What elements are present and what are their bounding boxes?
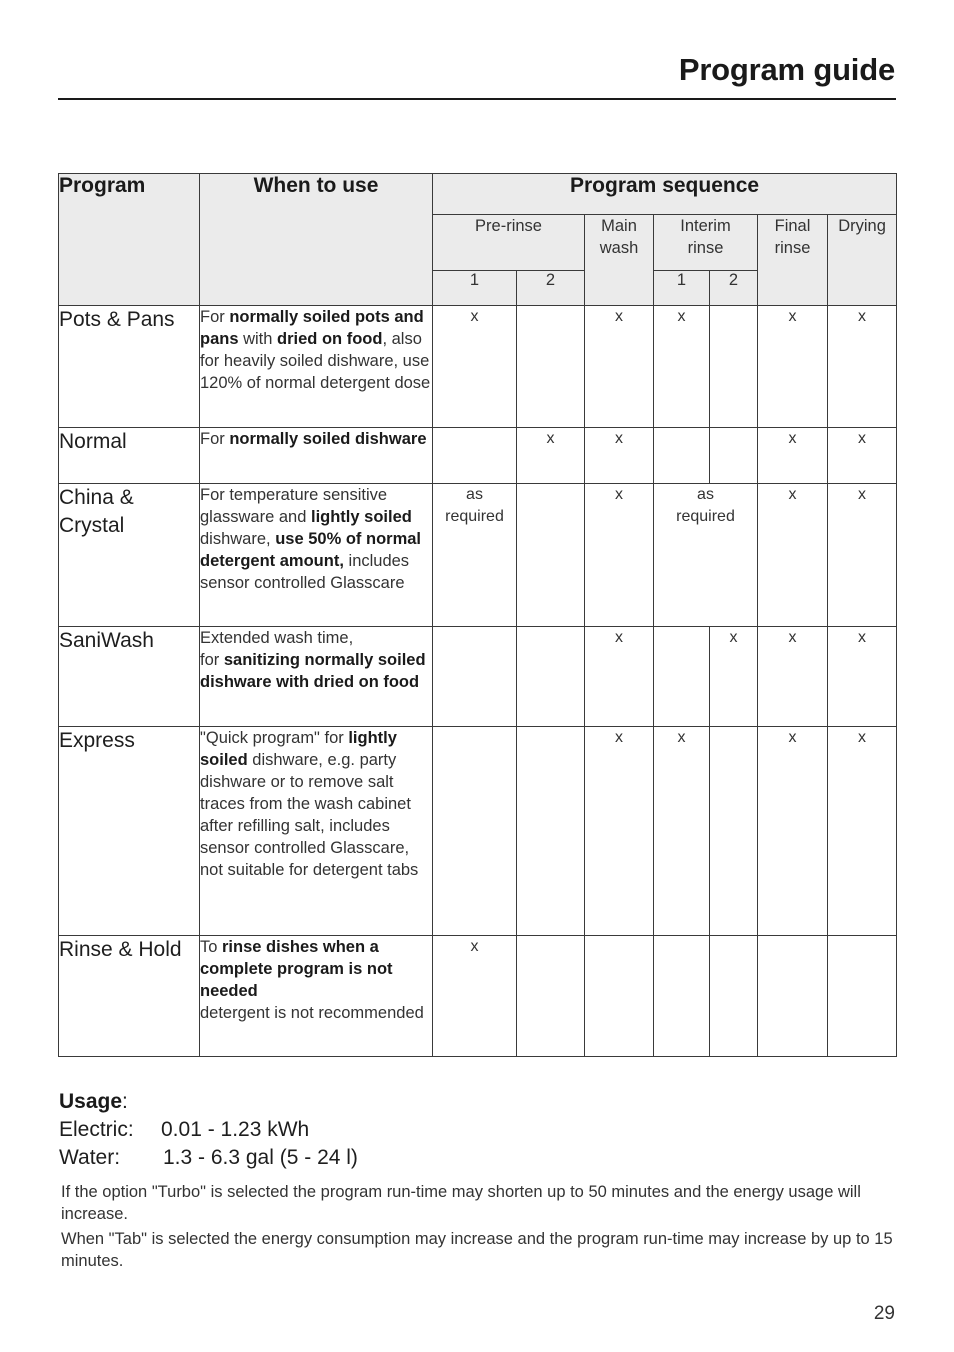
program-name: Rinse & Hold [59,936,200,1057]
pre-rinse-1-mark [433,727,517,936]
main-wash-mark [585,936,654,1057]
pre-rinse-1-mark [433,428,517,484]
header-pre-rinse-2: 2 [517,271,585,306]
page-title: Program guide [678,52,895,87]
table-row [59,936,897,1057]
page-number: 29 [873,1303,895,1324]
when-text: To [200,938,223,956]
note-turbo: If the option "Turbo" is selected the program run-time may shorten up to 50 minutes and the energy usage will increase. [61,1183,861,1223]
interim-rinse-2-mark [710,727,758,936]
main-wash-mark: x [585,428,654,484]
drying-mark: x [828,727,897,936]
interim-rinse-1-mark [654,936,710,1057]
usage-colon: : [122,1090,128,1113]
pre-rinse-1-mark: x [433,306,517,428]
header-pre-rinse-1: 1 [433,271,517,306]
drying-mark [828,936,897,1057]
final-rinse-mark: x [758,428,828,484]
pre-rinse-1-mark: x [433,936,517,1057]
program-name: Pots & Pans [59,306,200,428]
pre-rinse-2-mark [517,936,585,1057]
program-name: Express [59,727,200,936]
when-text: includes sensor controlled Glasscare [200,552,410,592]
table-row [59,484,897,627]
electric-label: Electric: [59,1118,134,1141]
table-row [59,727,897,936]
program-guide-table [58,173,897,1057]
pre-rinse-1-mark [433,627,517,727]
when-to-use [200,306,433,428]
header-drying: Drying [828,215,897,306]
main-wash-mark: x [585,727,654,936]
table-body [59,306,897,1057]
when-to-use [200,428,433,484]
when-text: For [200,430,230,448]
table-row [59,306,897,428]
usage-label: Usage [59,1090,123,1113]
drying-mark: x [828,627,897,727]
when-text: Extended wash time, for [200,629,354,669]
final-rinse-mark: x [758,484,828,627]
when-text: dishware, e.g. party dishware or to remove salt traces from the wash cabinet after refilling salt, includes sensor controlled Glasscare, not suitable for detergent tabs [200,751,419,879]
when-emphasis: sanitizing normally soiled dishware with dried on food [200,651,426,691]
note-tab: When "Tab" is selected the energy consumption may increase and the program run-time may increase by up to 15 minutes. [61,1230,893,1270]
interim-rinse-1-mark [654,428,710,484]
main-wash-mark: x [585,627,654,727]
notes [61,1181,901,1275]
water-label: Water: [59,1146,121,1169]
when-emphasis: use 50% of normal detergent amount, [200,530,421,570]
water-value: 1.3 - 6.3 gal (5 - 24 l) [163,1146,358,1169]
main-wash-mark: x [585,306,654,428]
pre-rinse-2-mark [517,627,585,727]
when-text: dishware, [200,530,276,548]
header-pre-rinse: Pre-rinse [433,215,585,271]
when-to-use [200,627,433,727]
drying-mark: x [828,484,897,627]
final-rinse-mark: x [758,306,828,428]
final-rinse-mark [758,936,828,1057]
header-program-sequence: Program sequence [433,174,897,215]
pre-rinse-2-mark [517,306,585,428]
final-rinse-mark: x [758,627,828,727]
header-interim-rinse: Interim rinse [654,215,758,271]
when-emphasis: rinse dishes when a complete program is not needed [200,938,393,1000]
when-emphasis: normally soiled pots and pans [200,308,424,348]
interim-rinse-2-mark [710,936,758,1057]
table-row [59,428,897,484]
pre-rinse-1-mark: as required [433,484,517,627]
drying-mark: x [828,428,897,484]
pre-rinse-2-mark: x [517,428,585,484]
when-text: For [200,308,230,326]
program-name: SaniWash [59,627,200,727]
electric-value: 0.01 - 1.23 kWh [161,1118,310,1141]
table-row [59,627,897,727]
interim-rinse-2-mark [710,306,758,428]
header-final-rinse: Final rinse [758,215,828,306]
header-program: Program [59,174,200,306]
header-interim-rinse-2: 2 [710,271,758,306]
interim-rinse-2-mark: x [710,627,758,727]
when-text: For temperature sensitive glassware and [200,486,388,526]
main-wash-mark: x [585,484,654,627]
when-to-use [200,484,433,627]
interim-rinse-1-mark: x [654,727,710,936]
when-text: , also for heavily soiled dishware, use 120% of normal detergent dose [200,330,431,392]
interim-rinse-mark: as required [654,484,758,627]
interim-rinse-1-mark: x [654,306,710,428]
header-main-wash: Main wash [585,215,654,306]
when-emphasis: lightly soiled [200,729,397,769]
when-text: with [238,330,278,348]
pre-rinse-2-mark [517,484,585,627]
when-emphasis: lightly soiled [310,508,412,526]
interim-rinse-2-mark [710,428,758,484]
title-rule [58,98,896,100]
program-name: China & Crystal [59,484,200,627]
program-name: Normal [59,428,200,484]
header-when-to-use: When to use [200,174,433,306]
header-interim-rinse-1: 1 [654,271,710,306]
when-to-use [200,936,433,1057]
pre-rinse-2-mark [517,727,585,936]
drying-mark: x [828,306,897,428]
interim-rinse-1-mark [654,627,710,727]
when-emphasis: dried on food [277,330,383,348]
when-text: detergent is not recommended [200,1004,424,1022]
when-text: "Quick program" for [200,729,349,747]
usage-block [59,1088,358,1172]
final-rinse-mark: x [758,727,828,936]
when-emphasis: normally soiled dishware [229,430,427,448]
when-to-use [200,727,433,936]
